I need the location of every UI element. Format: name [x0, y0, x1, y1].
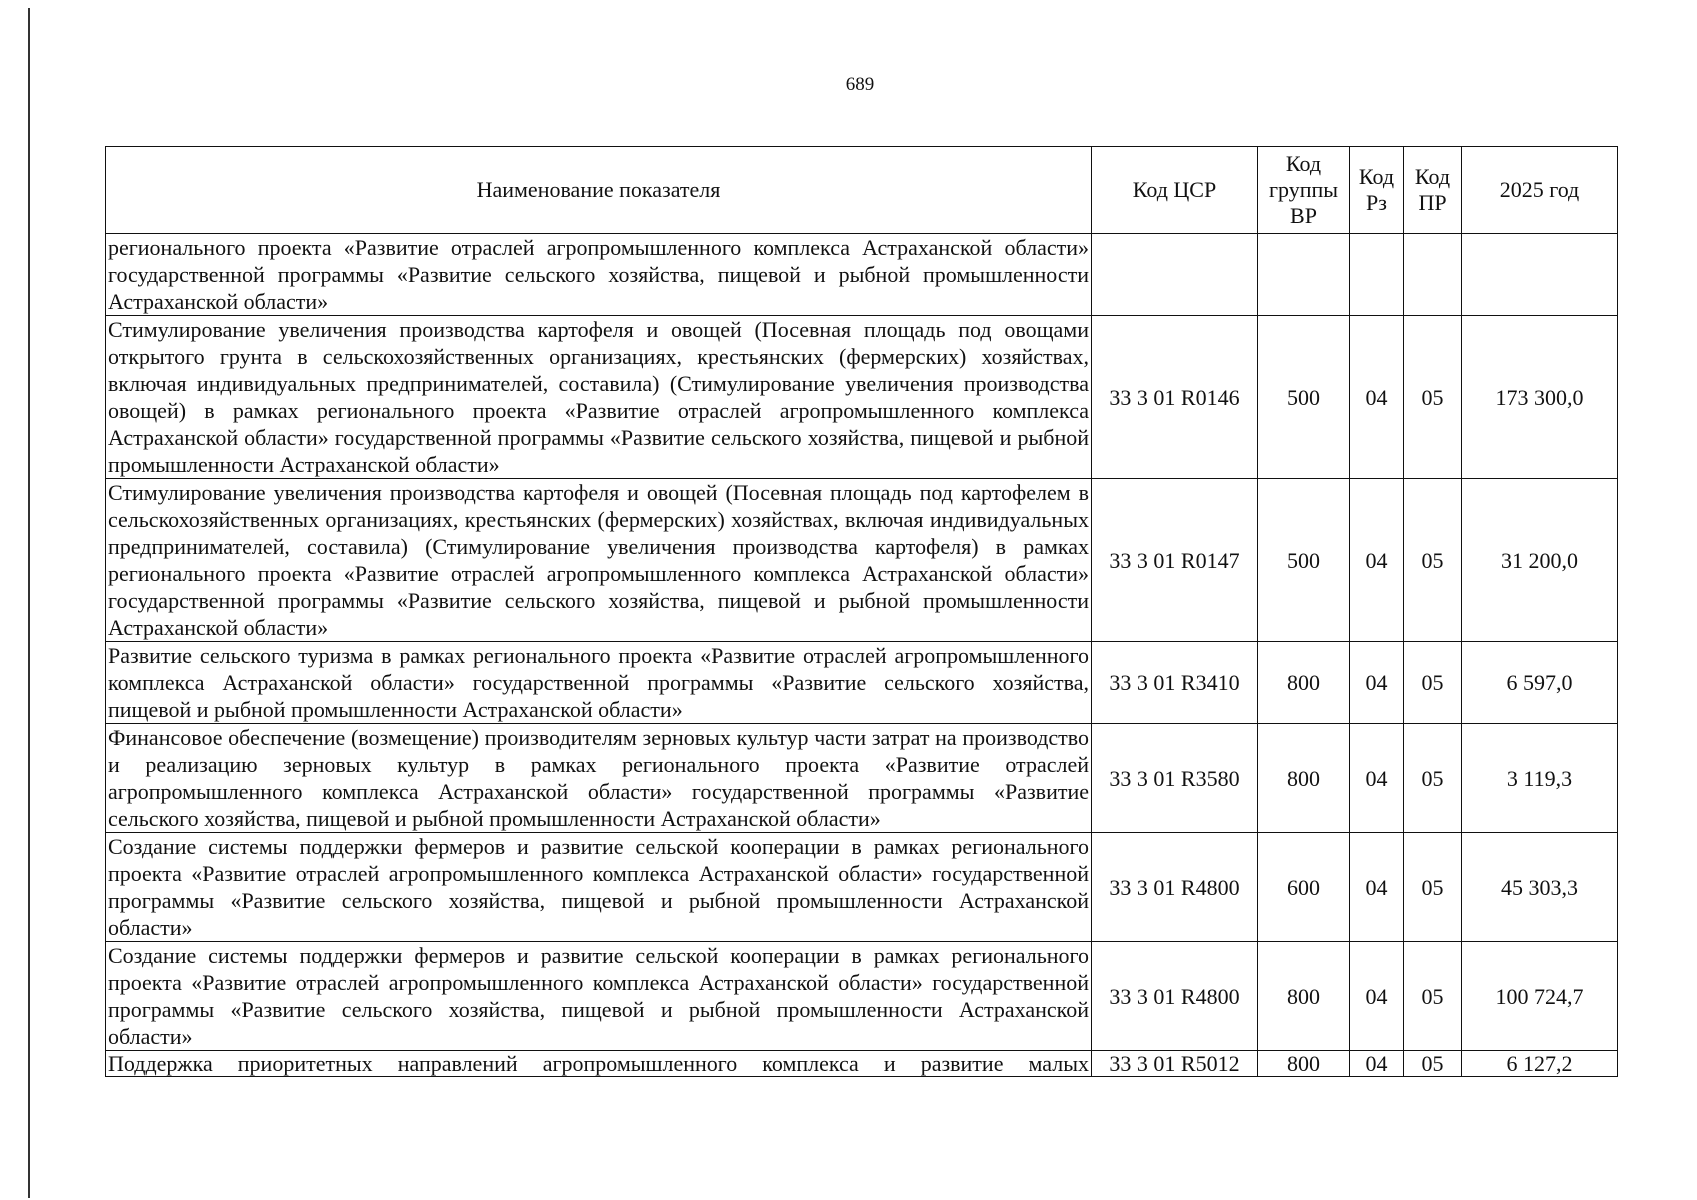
row-rz: 04 [1350, 479, 1404, 642]
row-amount [1462, 234, 1618, 316]
header-csr: Код ЦСР [1092, 147, 1258, 234]
row-pr: 05 [1404, 316, 1462, 479]
row-amount: 173 300,0 [1462, 316, 1618, 479]
row-csr: 33 3 01 R5012 [1092, 1051, 1258, 1077]
page-number: 689 [845, 74, 875, 95]
row-name: Поддержка приоритетных направлений агропромышленного комплекса и развитие малых [106, 1051, 1092, 1077]
row-vr: 500 [1258, 316, 1350, 479]
row-vr: 600 [1258, 833, 1350, 942]
row-csr: 33 3 01 R0146 [1092, 316, 1258, 479]
row-amount: 3 119,3 [1462, 724, 1618, 833]
row-pr: 05 [1404, 479, 1462, 642]
row-name: Финансовое обеспечение (возмещение) производителям зерновых культур части затрат на производство и реализацию зерновых культур в рамках регионального проекта «Развитие отраслей агропромышленного комплекса Астраханской области» государственной программы «Развитие сельского хозяйства, пищевой и рыбной промышленности Астраханской области» [106, 724, 1092, 833]
binding-margin-line [28, 8, 30, 1198]
row-amount: 31 200,0 [1462, 479, 1618, 642]
row-name: Стимулирование увеличения производства картофеля и овощей (Посевная площадь под овощами открытого грунта в сельскохозяйственных организациях, крестьянских (фермерских) хозяйствах, включая индивидуальных предпринимателей, составила) (Стимулирование увеличения производства овощей) в рамках регионального проекта «Развитие отраслей агропромышленного комплекса Астраханской области» государственной программы «Развитие сельского хозяйства, пищевой и рыбной промышленности Астраханской области» [106, 316, 1092, 479]
table-row [106, 724, 1618, 833]
row-csr [1092, 234, 1258, 316]
row-rz: 04 [1350, 316, 1404, 479]
row-pr [1404, 234, 1462, 316]
row-pr: 05 [1404, 642, 1462, 724]
row-name: Развитие сельского туризма в рамках регионального проекта «Развитие отраслей агропромышленного комплекса Астраханской области» государственной программы «Развитие сельского хозяйства, пищевой и рыбной промышленности Астраханской области» [106, 642, 1092, 724]
row-rz: 04 [1350, 1051, 1404, 1077]
header-name: Наименование показателя [106, 147, 1092, 234]
row-amount: 45 303,3 [1462, 833, 1618, 942]
table-header-row [106, 147, 1618, 234]
table-row [106, 479, 1618, 642]
table-row [106, 942, 1618, 1051]
row-pr: 05 [1404, 1051, 1462, 1077]
row-rz: 04 [1350, 942, 1404, 1051]
header-pr: Код ПР [1404, 147, 1462, 234]
row-csr: 33 3 01 R3410 [1092, 642, 1258, 724]
table-row [106, 1051, 1618, 1077]
row-csr: 33 3 01 R4800 [1092, 942, 1258, 1051]
row-name: Создание системы поддержки фермеров и развитие сельской кооперации в рамках регионального проекта «Развитие отраслей агропромышленного комплекса Астраханской области» государственной программы «Развитие сельского хозяйства, пищевой и рыбной промышленности Астраханской области» [106, 833, 1092, 942]
table-row [106, 642, 1618, 724]
row-name: Стимулирование увеличения производства картофеля и овощей (Посевная площадь под картофелем в сельскохозяйственных организациях, крестьянских (фермерских) хозяйствах, включая индивидуальных предпринимателей, составила) (Стимулирование увеличения производства картофеля) в рамках регионального проекта «Развитие отраслей агропромышленного комплекса Астраханской области» государственной программы «Развитие сельского хозяйства, пищевой и рыбной промышленности Астраханской области» [106, 479, 1092, 642]
row-vr [1258, 234, 1350, 316]
header-year: 2025 год [1462, 147, 1618, 234]
table-row [106, 234, 1618, 316]
row-amount: 6 127,2 [1462, 1051, 1618, 1077]
row-pr: 05 [1404, 833, 1462, 942]
row-vr: 800 [1258, 724, 1350, 833]
row-rz [1350, 234, 1404, 316]
row-amount: 100 724,7 [1462, 942, 1618, 1051]
table-row [106, 316, 1618, 479]
budget-table [105, 146, 1618, 1077]
row-amount: 6 597,0 [1462, 642, 1618, 724]
row-vr: 800 [1258, 642, 1350, 724]
row-csr: 33 3 01 R3580 [1092, 724, 1258, 833]
row-rz: 04 [1350, 833, 1404, 942]
header-vr: Код группы ВР [1258, 147, 1350, 234]
row-pr: 05 [1404, 724, 1462, 833]
row-vr: 500 [1258, 479, 1350, 642]
row-name: регионального проекта «Развитие отраслей агропромышленного комплекса Астраханской области» государственной программы «Развитие сельского хозяйства, пищевой и рыбной промышленности Астраханской области» [106, 234, 1092, 316]
row-csr: 33 3 01 R0147 [1092, 479, 1258, 642]
header-rz: Код Рз [1350, 147, 1404, 234]
row-csr: 33 3 01 R4800 [1092, 833, 1258, 942]
row-name: Создание системы поддержки фермеров и развитие сельской кооперации в рамках регионального проекта «Развитие отраслей агропромышленного комплекса Астраханской области» государственной программы «Развитие сельского хозяйства, пищевой и рыбной промышленности Астраханской области» [106, 942, 1092, 1051]
row-vr: 800 [1258, 1051, 1350, 1077]
row-rz: 04 [1350, 642, 1404, 724]
row-vr: 800 [1258, 942, 1350, 1051]
row-rz: 04 [1350, 724, 1404, 833]
table-row [106, 833, 1618, 942]
row-pr: 05 [1404, 942, 1462, 1051]
